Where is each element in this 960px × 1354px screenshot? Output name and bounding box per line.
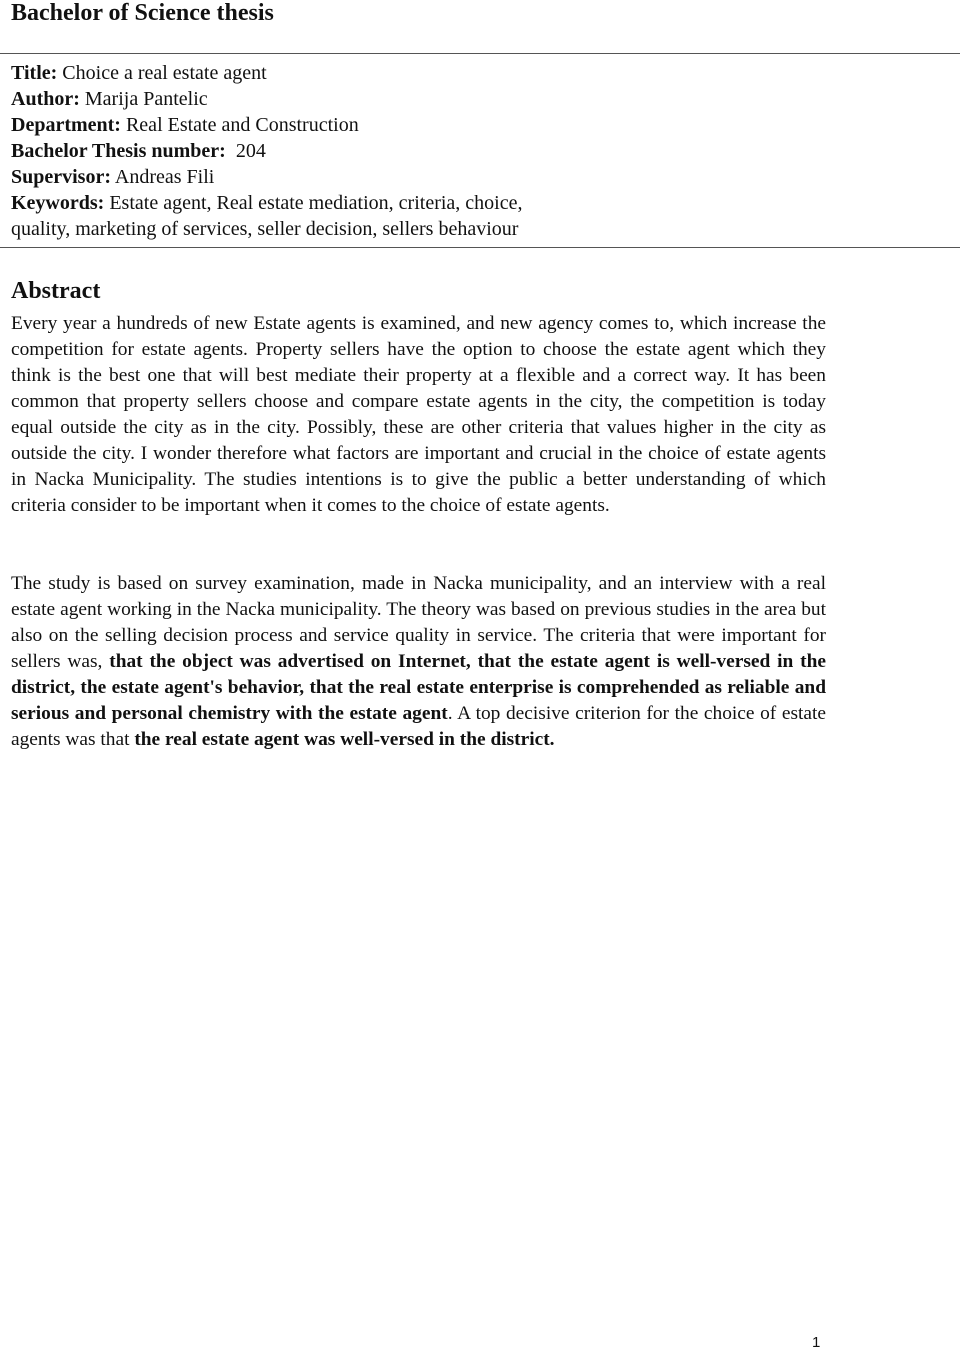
supervisor-label: Supervisor: <box>11 166 111 188</box>
author-label: Author: <box>11 88 80 110</box>
page-heading: Bachelor of Science thesis <box>11 0 274 26</box>
supervisor-line <box>11 164 911 190</box>
paragraph-2-bold-conclusion: the real estate agent was well-versed in the district. <box>134 729 555 750</box>
top-divider <box>0 53 960 54</box>
author-line <box>11 86 911 112</box>
keywords-value-line2: quality, marketing of services, seller decision, sellers behaviour <box>11 218 519 240</box>
department-line <box>11 112 911 138</box>
thesis-number-label: Bachelor Thesis number: <box>11 140 226 162</box>
paragraph-2-text-1: The study is based on survey examination, made in Nacka municipality, and an interview with a real estate agent working in the Nacka municipality. The theory was based on previous studies in the area but also on the selling decision process and service quality in service. The criteria that were important for sellers was, <box>11 573 826 672</box>
thesis-metadata <box>11 60 911 242</box>
title-label: Title: <box>11 62 58 84</box>
thesis-number-line <box>11 138 911 164</box>
keywords-continuation-line <box>11 216 911 242</box>
keywords-value-line1: Estate agent, Real estate mediation, criteria, choice, <box>104 192 523 214</box>
keywords-line <box>11 190 911 216</box>
paragraph-2-text-2: . A top decisive criterion for the choice of estate agents was that <box>11 703 826 750</box>
thesis-number-value: 204 <box>225 140 266 162</box>
paragraph-2-bold-criteria: that the object was advertised on Internet, that the estate agent is well-versed in the district, the estate agent's behavior, that the real estate enterprise is comprehended as reliable and serious and personal chemistry with the estate agent <box>11 651 826 724</box>
keywords-label: Keywords: <box>11 192 105 214</box>
abstract-paragraph-1: Every year a hundreds of new Estate agents is examined, and new agency comes to, which increase the competition for estate agents. Property sellers have the option to choose the estate agent which they think is the best one that will best mediate their property at a flexible and a correct way. It has been common that property sellers choose and compare estate agents in the city, the competition is today equal outside the city as in the city. Possibly, these are other criteria that values higher in the city as outside the city. I wonder therefore what factors are important and crucial in the choice of estate agents in Nacka Municipality. The studies intentions is to give the public a better understanding of which criteria consider to be important when it comes to the choice of estate agents. <box>11 313 826 516</box>
page-number: 1 <box>812 1334 821 1351</box>
author-value: Marija Pantelic <box>79 88 208 110</box>
abstract-paragraph-2 <box>11 571 826 753</box>
department-label: Department: <box>11 114 121 136</box>
supervisor-value: Andreas Fili <box>111 166 215 188</box>
department-value: Real Estate and Construction <box>120 114 359 136</box>
title-line <box>11 60 911 86</box>
title-value: Choice a real estate agent <box>57 62 267 84</box>
bottom-divider <box>0 247 960 248</box>
abstract-heading: Abstract <box>11 278 101 304</box>
